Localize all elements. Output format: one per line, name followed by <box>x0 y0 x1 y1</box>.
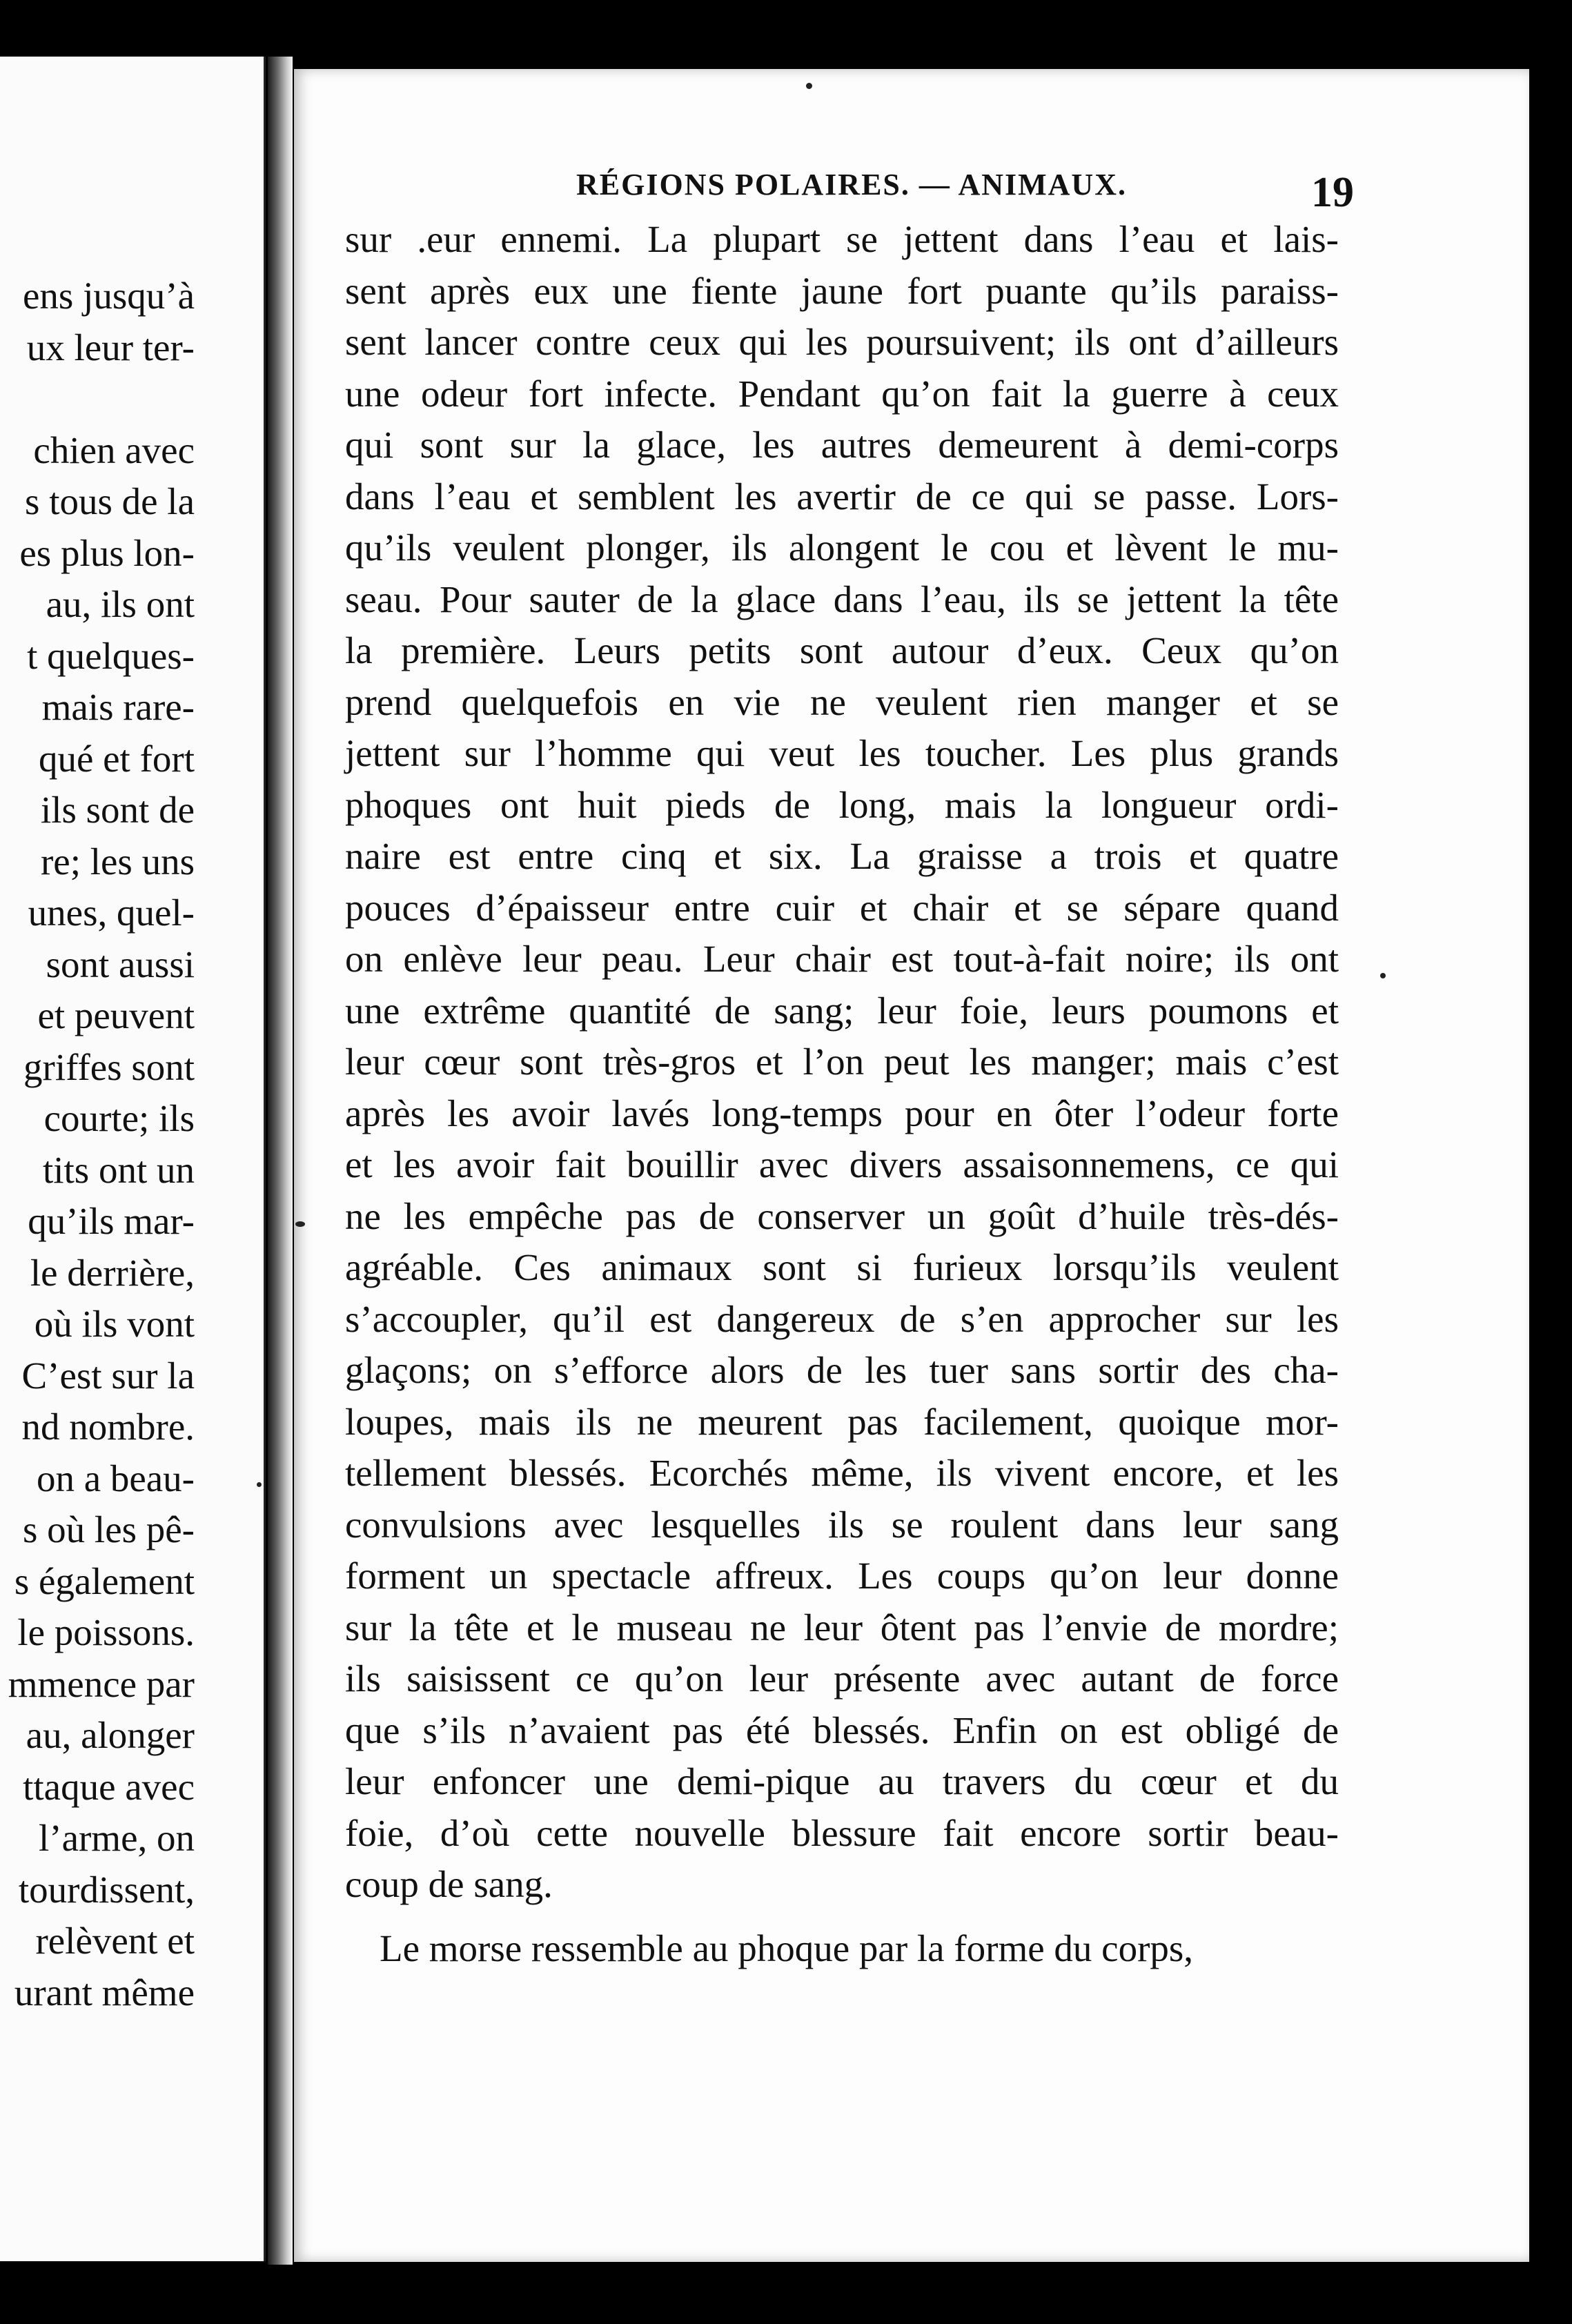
body-line: sur .eur ennemi. La plupart se jettent dans l’eau et lais- <box>345 218 1339 260</box>
left-page-line: où ils vont <box>34 1303 195 1345</box>
scan-speck <box>295 1221 305 1227</box>
left-page-line: ux leur ter- <box>26 326 195 368</box>
body-line: qui sont sur la glace, les autres demeurent à demi-corps <box>345 424 1339 466</box>
left-page-line: l’arme, on <box>38 1817 195 1859</box>
body-line: que s’ils n’avaient pas été blessés. Enfin on est obligé de <box>345 1708 1339 1751</box>
left-page-line: on a beau- <box>36 1457 195 1499</box>
body-line: convulsions avec lesquelles ils se roulent dans leur sang <box>345 1503 1339 1546</box>
body-line: prend quelquefois en vie ne veulent rien manger et se <box>345 680 1339 723</box>
left-page-line: mais rare- <box>41 686 195 728</box>
left-page-line: es plus lon- <box>19 531 195 574</box>
body-line: et les avoir fait bouillir avec divers assaisonnemens, ce qui <box>345 1143 1339 1185</box>
body-text <box>345 214 1339 1974</box>
scan-speck <box>1380 973 1386 978</box>
left-page <box>0 57 266 2261</box>
body-line: jettent sur l’homme qui veut les toucher. Les plus grands <box>345 732 1339 774</box>
left-page-line: griffes sont <box>23 1045 195 1088</box>
body-line: on enlève leur peau. Leur chair est tout-à-fait noire; ils ont <box>345 938 1339 980</box>
left-page-line: unes, quel- <box>28 892 195 934</box>
left-page-line: t quelques- <box>27 634 195 677</box>
body-line: la première. Leurs petits sont autour d’eux. Ceux qu’on <box>345 629 1339 671</box>
left-page-line: le derrière, <box>30 1251 195 1294</box>
body-line: naire est entre cinq et six. La graisse a trois et quatre <box>345 835 1339 877</box>
body-line: foie, d’où cette nouvelle blessure fait encore sortir beau- <box>345 1811 1339 1854</box>
body-line: pouces d’épaisseur entre cuir et chair et se sépare quand <box>345 886 1339 929</box>
left-page-line: au, ils ont <box>46 583 195 625</box>
left-page-line: chien avec <box>33 429 195 471</box>
body-line: agréable. Ces animaux sont si furieux lorsqu’ils veulent <box>345 1246 1339 1288</box>
left-page-line: courte; ils <box>43 1097 195 1139</box>
left-page-line <box>0 373 195 425</box>
body-line: qu’ils veulent plonger, ils alongent le cou et lèvent le mu- <box>345 526 1339 569</box>
left-page-line: tits ont un <box>42 1148 195 1191</box>
running-head: RÉGIONS POLAIRES. — ANIMAUX. <box>576 168 1127 201</box>
page-number: 19 <box>1311 169 1354 216</box>
next-paragraph-line: Le morse ressemble au phoque par la forme du corps, <box>380 1927 1194 1969</box>
left-page-line: et peuvent <box>37 994 195 1036</box>
left-page-line: qué et fort <box>38 737 195 780</box>
body-line: ils saisissent ce qu’on leur présente avec autant de force <box>345 1657 1339 1700</box>
left-page-line: nd nombre. <box>21 1406 195 1448</box>
left-page-line: ens jusqu’à <box>23 275 195 317</box>
body-line: leur enfoncer une demi-pique au travers du cœur et du <box>345 1760 1339 1802</box>
body-line: glaçons; on s’efforce alors de les tuer sans sortir des cha- <box>345 1349 1339 1391</box>
left-page-line: le poissons. <box>17 1611 195 1653</box>
left-page-line: ttaque avec <box>23 1765 195 1808</box>
left-page-line: C’est sur la <box>21 1354 195 1397</box>
left-page-line: qu’ils mar- <box>28 1200 195 1242</box>
left-page-line: relèvent et <box>35 1920 195 1962</box>
left-page-line: s tous de la <box>25 480 195 522</box>
left-page-text <box>0 270 195 2018</box>
scan-speck <box>257 1482 262 1487</box>
body-line: seau. Pour sauter de la glace dans l’eau, ils se jettent la tête <box>345 578 1339 620</box>
left-page-line: s également <box>14 1559 195 1602</box>
body-line: après les avoir lavés long-temps pour en ôter l’odeur forte <box>345 1092 1339 1134</box>
body-line: coup de sang. <box>345 1863 553 1905</box>
body-line: forment un spectacle affreux. Les coups qu’on leur donne <box>345 1555 1339 1597</box>
left-page-line: urant même <box>14 1971 195 2013</box>
body-line: loupes, mais ils ne meurent pas facilement, quoique mor- <box>345 1400 1339 1443</box>
left-page-line: sont aussi <box>46 943 195 985</box>
body-line: sent lancer contre ceux qui les poursuivent; ils ont d’ailleurs <box>345 321 1339 363</box>
body-line: s’accoupler, qu’il est dangereux de s’en approcher sur les <box>345 1297 1339 1340</box>
book-gutter <box>268 57 293 2265</box>
left-page-line: au, alonger <box>26 1714 195 1756</box>
left-page-line: s où les pê- <box>23 1508 195 1550</box>
body-line: une extrême quantité de sang; leur foie, leurs poumons et <box>345 989 1339 1032</box>
body-line: sur la tête et le museau ne leur ôtent pas l’envie de mordre; <box>345 1606 1339 1648</box>
left-page-line: tourdissent, <box>18 1868 195 1911</box>
body-line: ne les empêche pas de conserver un goût d’huile très-dés- <box>345 1194 1339 1237</box>
body-line: une odeur fort infecte. Pendant qu’on fait la guerre à ceux <box>345 372 1339 415</box>
body-line: sent après eux une fiente jaune fort puante qu’ils paraiss- <box>345 269 1339 312</box>
left-page-line: mmence par <box>8 1662 195 1705</box>
body-line: leur cœur sont très-gros et l’on peut les manger; mais c’est <box>345 1041 1339 1083</box>
body-line: tellement blessés. Ecorchés même, ils vivent encore, et les <box>345 1452 1339 1494</box>
paragraph-spacer <box>345 1911 1339 1923</box>
scan-speck <box>806 83 812 89</box>
body-line: dans l’eau et semblent les avertir de ce qui se passe. Lors- <box>345 475 1339 518</box>
left-page-line: re; les uns <box>40 840 195 883</box>
body-line: phoques ont huit pieds de long, mais la longueur ordi- <box>345 783 1339 826</box>
left-page-line: ils sont de <box>40 789 195 831</box>
